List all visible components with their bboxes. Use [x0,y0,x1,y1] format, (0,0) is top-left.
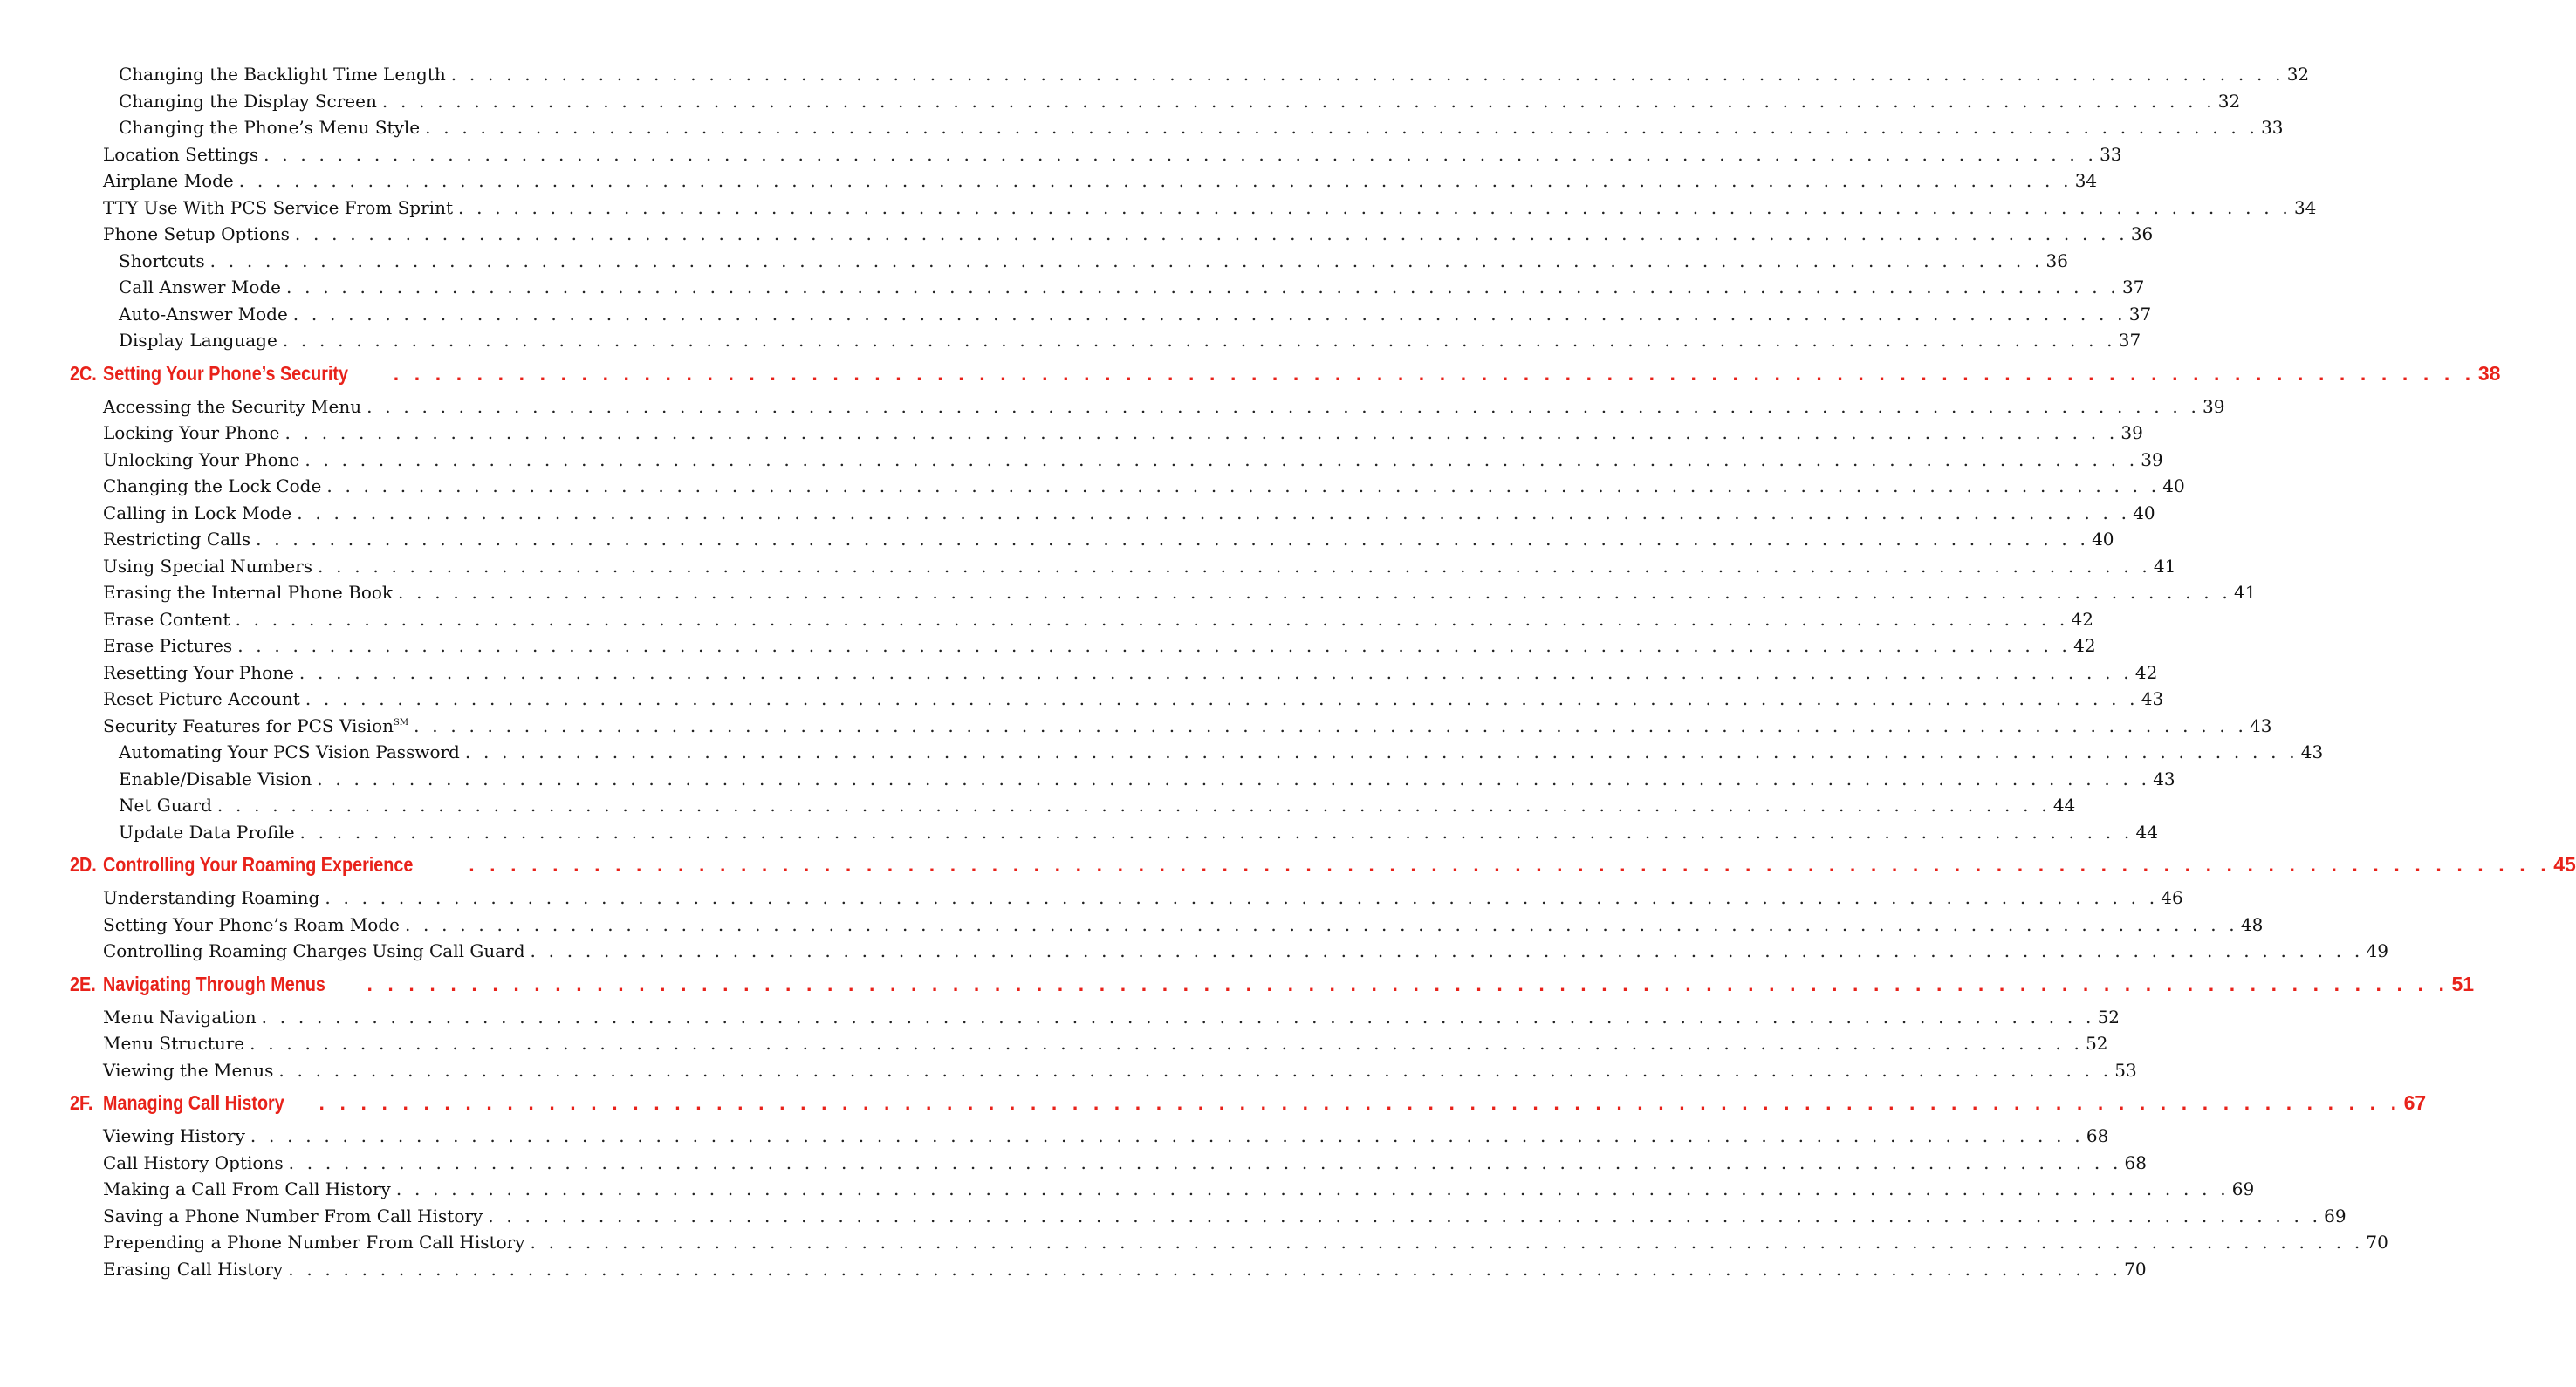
toc-entry[interactable] [0,1057,2137,1084]
toc-page-number: 42 [2071,608,2093,630]
toc-entry-line [103,579,2257,606]
toc-section-heading[interactable] [0,847,2576,883]
toc-entry[interactable] [0,447,2163,474]
toc-page-number: 32 [2286,64,2310,85]
toc-entry-title-text: Resetting Your Phone [103,661,294,683]
toc-page-number: 38 [2477,361,2501,385]
toc-entry[interactable] [0,248,2068,275]
toc-entry[interactable] [0,1123,2109,1150]
toc-entry-line [103,1123,2109,1150]
toc-page-number: 69 [2324,1205,2346,1226]
toc-entry-title-text: Erasing the Internal Phone Book [103,582,394,604]
toc-entry-title [103,914,400,935]
toc-entry-title [119,277,281,297]
toc-entry[interactable] [0,526,2114,553]
toc-entry-line [103,167,2098,195]
dot-leader: . . . . . . . . . . . . . . . . . . . . . . . . . . . . . . . . . . . . . . . . . . . . . . . . . . . . . . . . . . . . . . . . . . . . . . . . . . . . . . . . . . . . . . . . . . . . . . . . . . . . [250,1033,2084,1055]
toc-entry-title-text: Erase Content [103,608,230,630]
toc-entry-title [119,250,205,271]
toc-entry-title [103,662,294,683]
dot-leader: . . . . . . . . . . . . . . . . . . . . . . . . . . . . . . . . . . . . . . . . . . . . . . . . . . . . . . . . . . . . . . . . . . . . . . . . . . . . . . . . . . . . . . . . . . . . . . . . . . . . [298,661,2133,683]
toc-page-number: 37 [2118,330,2141,352]
toc-entry[interactable] [0,1203,2346,1230]
toc-entry[interactable] [0,327,2141,354]
toc-entry-line [103,659,2158,687]
toc-entry-title-text: Navigating Through Menus [103,972,325,995]
toc-page-number: 48 [2240,913,2264,935]
toc-entry[interactable] [0,579,2257,606]
toc-entry-title-text: Net Guard [119,795,212,816]
toc-entry-title [103,556,312,577]
toc-entry[interactable] [0,1256,2147,1283]
dot-leader: . . . . . . . . . . . . . . . . . . . . . . . . . . . . . . . . . . . . . . . . . . . . . . . . . . . . . . . . . . . . . . . . . . . . . . . . . . . . . . . . . . . . . . . . . . . . . . . . . . . . [367,972,2449,995]
toc-entry-title-text: Changing the Backlight Time Length [119,64,446,85]
toc-section-number: 2E. [70,972,96,995]
toc-entry-line [103,713,2272,740]
dot-leader: . . . . . . . . . . . . . . . . . . . . . . . . . . . . . . . . . . . . . . . . . . . . . . . . . . . . . . . . . . . . . . . . . . . . . . . . . . . . . . . . . . . . . . . . . . . . . . . . . . . . [282,330,2116,352]
toc-entry[interactable] [0,938,2388,965]
toc-entry-title [103,449,299,470]
toc-entry-title [103,422,279,443]
toc-page-number: 36 [2045,249,2068,271]
dot-leader: . . . . . . . . . . . . . . . . . . . . . . . . . . . . . . . . . . . . . . . . . . . . . . . . . . . . . . . . . . . . . . . . . . . . . . . . . . . . . . . . . . . . . . . . . . . . . . . . . . . . [261,1006,2095,1028]
toc-entry-title-text: Setting Your Phone’s Roam Mode [103,913,400,935]
dot-leader: . . . . . . . . . . . . . . . . . . . . . . . . . . . . . . . . . . . . . . . . . . . . . . . . . . . . . . . . . . . . . . . . . . . . . . . . . . . . . . . . . . . . . . . . . . . . . . . . . . . . [458,196,2292,218]
toc-entry-title-text: Security Features for PCS Vision [103,714,394,736]
toc-entry-line [103,447,2163,474]
toc-entry-line [103,473,2185,500]
dot-leader: . . . . . . . . . . . . . . . . . . . . . . . . . . . . . . . . . . . . . . . . . . . . . . . . . . . . . . . . . . . . . . . . . . . . . . . . . . . . . . . . . . . . . . . . . . . . . . . . . . . . [294,223,2128,245]
dot-leader: . . . . . . . . . . . . . . . . . . . . . . . . . . . . . . . . . . . . . . . . . . . . . . . . . . . . . . . . . . . . . . . . . . . . . . . . . . . . . . . . . . . . . . . . . . . . . . . . . . . . [299,821,2134,843]
toc-page-number: 39 [2203,395,2225,417]
toc-entry-title-text: Menu Navigation [103,1006,257,1028]
toc-entry-line [103,1004,2120,1031]
toc-page-number: 39 [2120,422,2143,444]
toc-entry[interactable] [0,1176,2255,1203]
toc-entry-line [119,114,2284,141]
toc-entry[interactable] [0,167,2098,195]
toc-entry-title-text: Saving a Phone Number From Call History [103,1205,483,1226]
toc-page-number: 45 [2553,853,2576,876]
toc-entry-title [103,582,393,603]
dot-leader: . . . . . . . . . . . . . . . . . . . . . . . . . . . . . . . . . . . . . . . . . . . . . . . . . . . . . . . . . . . . . . . . . . . . . . . . . . . . . . . . . . . . . . . . . . . . . . . . . . . . [325,887,2159,909]
toc-page-number: 34 [2293,196,2317,218]
toc-entry-title [103,197,453,218]
toc-entry-title [103,853,413,877]
toc-page-number: 69 [2231,1179,2255,1200]
toc-entry-line [103,420,2143,447]
toc-entry-line [70,356,2501,392]
dot-leader: . . . . . . . . . . . . . . . . . . . . . . . . . . . . . . . . . . . . . . . . . . . . . . . . . . . . . . . . . . . . . . . . . . . . . . . . . . . . . . . . . . . . . . . . . . . . . . . . . . . . [393,361,2476,385]
toc-entry-title-text: Reset Picture Account [103,688,300,710]
toc-entry-line [119,248,2068,275]
toc-page-number: 70 [2124,1258,2147,1280]
toc-entry[interactable] [0,1004,2120,1031]
toc-entry[interactable] [0,912,2264,939]
toc-entry[interactable] [0,1030,2108,1057]
toc-section-number: 2D. [70,853,97,876]
toc-entry-title-text: Phone Setup Options [103,223,290,245]
toc-entry[interactable] [0,61,2310,88]
toc-entry-title-text: Changing the Lock Code [103,475,322,497]
toc-entry-title-text: Erasing Call History [103,1258,284,1280]
toc-entry-title [103,396,361,417]
toc-entry[interactable] [0,195,2317,222]
toc-entry-title [103,940,525,961]
toc-page-number: 41 [2153,555,2176,577]
toc-entry-line [103,1203,2346,1230]
toc-entry-line [119,819,2158,846]
toc-entry-title [103,1007,257,1028]
dot-leader: . . . . . . . . . . . . . . . . . . . . . . . . . . . . . . . . . . . . . . . . . . . . . . . . . . . . . . . . . . . . . . . . . . . . . . . . . . . . . . . . . . . . . . . . . . . . . . . . . . . . [414,714,2248,736]
toc-entry[interactable] [0,301,2152,328]
dot-leader: . . . . . . . . . . . . . . . . . . . . . . . . . . . . . . . . . . . . . . . . . . . . . . . . . . . . . . . . . . . . . . . . . . . . . . . . . . . . . . . . . . . . . . . . . . . . . . . . . . . . [288,1151,2122,1173]
toc-entry-title [119,822,295,843]
toc-entry-title-text: Restricting Calls [103,529,251,550]
toc-entry-line [103,606,2093,633]
dot-leader: . . . . . . . . . . . . . . . . . . . . . . . . . . . . . . . . . . . . . . . . . . . . . . . . . . . . . . . . . . . . . . . . . . . . . . . . . . . . . . . . . . . . . . . . . . . . . . . . . . . . [398,582,2231,604]
toc-entry-line [103,1150,2147,1177]
toc-entry[interactable] [0,606,2093,633]
toc-page-number: 46 [2161,887,2183,909]
toc-entry-title [103,688,300,709]
dot-leader: . . . . . . . . . . . . . . . . . . . . . . . . . . . . . . . . . . . . . . . . . . . . . . . . . . . . . . . . . . . . . . . . . . . . . . . . . . . . . . . . . . . . . . . . . . . . . . . . . . . . [305,448,2139,470]
toc-page-number: 44 [2052,795,2076,816]
toc-entry-title-text: Using Special Numbers [103,555,312,577]
dot-leader: . . . . . . . . . . . . . . . . . . . . . . . . . . . . . . . . . . . . . . . . . . . . . . . . . . . . . . . . . . . . . . . . . . . . . . . . . . . . . . . . . . . . . . . . . . . . . . . . . . . . [297,502,2131,523]
toc-entry-title-text: Update Data Profile [119,821,295,843]
dot-leader: . . . . . . . . . . . . . . . . . . . . . . . . . . . . . . . . . . . . . . . . . . . . . . . . . . . . . . . . . . . . . . . . . . . . . . . . . . . . . . . . . . . . . . . . . . . . . . . . . . . . [292,303,2127,325]
toc-entry-title-text: Setting Your Phone’s Security [103,361,349,385]
toc-entry-line [103,526,2114,553]
toc-entry-line [103,912,2264,939]
toc-page-number: 33 [2261,117,2284,139]
dot-leader: . . . . . . . . . . . . . . . . . . . . . . . . . . . . . . . . . . . . . . . . . . . . . . . . . . . . . . . . . . . . . . . . . . . . . . . . . . . . . . . . . . . . . . . . . . . . . . . . . . . . [286,277,2120,298]
toc-entry-title [119,64,446,85]
toc-entry-title-text: Calling in Lock Mode [103,502,292,523]
toc-entry-title [103,1125,245,1146]
toc-page-number: 40 [2162,475,2185,497]
dot-leader: . . . . . . . . . . . . . . . . . . . . . . . . . . . . . . . . . . . . . . . . . . . . . . . . . . . . . . . . . . . . . . . . . . . . . . . . . . . . . . . . . . . . . . . . . . . . . . . . . . . . [317,555,2151,577]
toc-entry-line [119,88,2241,115]
toc-entry-line [103,632,2096,659]
toc-entry-title [103,223,290,244]
toc-entry-title-text: Viewing History [103,1125,245,1147]
toc-entry-title-text: Display Language [119,330,277,352]
toc-entry-title-text: Shortcuts [119,249,205,271]
toc-page-number: 70 [2366,1232,2388,1254]
toc-page-number: 52 [2097,1006,2120,1028]
toc-entry-title-text: Menu Structure [103,1033,245,1055]
toc-entry-title [103,609,230,630]
toc-entry-title [103,1091,284,1115]
toc-entry-line [103,885,2183,912]
toc-entry-line [103,553,2176,580]
service-mark: SM [394,717,409,728]
dot-leader: . . . . . . . . . . . . . . . . . . . . . . . . . . . . . . . . . . . . . . . . . . . . . . . . . . . . . . . . . . . . . . . . . . . . . . . . . . . . . . . . . . . . . . . . . . . . . . . . . . . . [216,795,2051,816]
dot-leader: . . . . . . . . . . . . . . . . . . . . . . . . . . . . . . . . . . . . . . . . . . . . . . . . . . . . . . . . . . . . . . . . . . . . . . . . . . . . . . . . . . . . . . . . . . . . . . . . . . . . [319,1091,2401,1114]
toc-entry-line [119,766,2175,793]
toc-entry-line [119,792,2076,819]
toc-entry-title [119,91,377,112]
toc-entry-title-text: Viewing the Menus [103,1059,274,1081]
dot-leader: . . . . . . . . . . . . . . . . . . . . . . . . . . . . . . . . . . . . . . . . . . . . . . . . . . . . . . . . . . . . . . . . . . . . . . . . . . . . . . . . . . . . . . . . . . . . . . . . . . . . [278,1059,2113,1081]
toc-entry[interactable] [0,274,2145,301]
toc-page-number: 40 [2092,529,2114,550]
toc-entry[interactable] [0,792,2076,819]
toc-entry-title [103,1232,524,1253]
toc-entry-title-text: Controlling Roaming Charges Using Call Guard [103,940,525,962]
toc-entry-line [119,274,2145,301]
toc-page-number: 37 [2121,277,2145,298]
dot-leader: . . . . . . . . . . . . . . . . . . . . . . . . . . . . . . . . . . . . . . . . . . . . . . . . . . . . . . . . . . . . . . . . . . . . . . . . . . . . . . . . . . . . . . . . . . . . . . . . . . . . [450,64,2285,85]
toc-page-number: 67 [2403,1091,2427,1114]
toc-entry[interactable] [0,686,2164,713]
toc-entry-title-text: Making a Call From Call History [103,1179,391,1200]
toc-page-number: 41 [2233,582,2257,604]
toc-entry-title [103,715,408,736]
toc-page-number: 68 [2086,1125,2109,1147]
toc-page-number: 51 [2451,972,2475,995]
toc-page-number: 68 [2124,1151,2147,1173]
toc-entry-line [103,1229,2388,1256]
toc-entry-title-text: Call Answer Mode [119,277,281,298]
dot-leader: . . . . . . . . . . . . . . . . . . . . . . . . . . . . . . . . . . . . . . . . . . . . . . . . . . . . . . . . . . . . . . . . . . . . . . . . . . . . . . . . . . . . . . . . . . . . . . . . . . . . [237,635,2072,657]
toc-entry-title-text: Unlocking Your Phone [103,448,300,470]
toc-entry-title [103,1179,391,1199]
toc-entry[interactable] [0,221,2154,248]
dot-leader: . . . . . . . . . . . . . . . . . . . . . . . . . . . . . . . . . . . . . . . . . . . . . . . . . . . . . . . . . . . . . . . . . . . . . . . . . . . . . . . . . . . . . . . . . . . . . . . . . . . . [317,768,2151,789]
dot-leader: . . . . . . . . . . . . . . . . . . . . . . . . . . . . . . . . . . . . . . . . . . . . . . . . . . . . . . . . . . . . . . . . . . . . . . . . . . . . . . . . . . . . . . . . . . . . . . . . . . . . [284,422,2119,444]
toc-entry-title [119,330,277,351]
toc-entry[interactable] [0,713,2272,740]
toc-entry-line [103,1256,2147,1283]
toc-page-number: 43 [2153,768,2175,789]
toc-entry-title-text: Call History Options [103,1151,284,1173]
toc-entry[interactable] [0,500,2155,527]
toc-entry-title [103,635,232,656]
toc-page-number: 42 [2073,635,2096,657]
toc-entry[interactable] [0,553,2176,580]
toc-entry-title-text: Auto-Answer Mode [119,303,288,325]
toc-entry-line [119,61,2310,88]
toc-page-number: 32 [2217,90,2241,112]
toc-entry-line [103,1030,2108,1057]
toc-page-number: 43 [2250,714,2272,736]
toc-page-number: 42 [2134,661,2158,683]
toc-entry[interactable] [0,766,2175,793]
dot-leader: . . . . . . . . . . . . . . . . . . . . . . . . . . . . . . . . . . . . . . . . . . . . . . . . . . . . . . . . . . . . . . . . . . . . . . . . . . . . . . . . . . . . . . . . . . . . . . . . . . . . [464,741,2299,763]
toc-entry[interactable] [0,1150,2147,1177]
toc-page-number: 34 [2074,170,2098,192]
toc-section-number: 2F. [70,1091,93,1114]
toc-entry-line [103,141,2122,168]
toc-entry-line [103,500,2155,527]
dot-leader: . . . . . . . . . . . . . . . . . . . . . . . . . . . . . . . . . . . . . . . . . . . . . . . . . . . . . . . . . . . . . . . . . . . . . . . . . . . . . . . . . . . . . . . . . . . . . . . . . . . . [425,117,2259,139]
toc-entry-title-text: Erase Pictures [103,635,233,657]
toc-entry-line [70,1085,2427,1121]
toc-entry-title [119,117,420,138]
toc-entry-title-text: Airplane Mode [103,170,234,192]
toc-page-number: 37 [2128,303,2152,325]
toc-entry-title-text: Changing the Display Screen [119,90,377,112]
toc-entry-title-text: Location Settings [103,143,259,165]
toc-page-number: 39 [2141,448,2163,470]
toc-page-number: 40 [2133,502,2155,523]
dot-leader: . . . . . . . . . . . . . . . . . . . . . . . . . . . . . . . . . . . . . . . . . . . . . . . . . . . . . . . . . . . . . . . . . . . . . . . . . . . . . . . . . . . . . . . . . . . . . . . . . . . . [238,170,2072,192]
toc-entry-title [103,475,321,496]
toc-entry-title [103,502,291,523]
toc-entry-title [103,887,319,908]
toc-entry-title [103,973,325,996]
toc-page-number: 52 [2086,1033,2108,1055]
dot-leader: . . . . . . . . . . . . . . . . . . . . . . . . . . . . . . . . . . . . . . . . . . . . . . . . . . . . . . . . . . . . . . . . . . . . . . . . . . . . . . . . . . . . . . . . . . . . . . . . . . . . [381,90,2216,112]
toc-entry-title [119,741,460,762]
toc-entry-line [103,195,2317,222]
toc-entry-title-text: Managing Call History [103,1091,284,1114]
toc-entry[interactable] [0,420,2143,447]
toc-entry-line [103,393,2225,420]
dot-leader: . . . . . . . . . . . . . . . . . . . . . . . . . . . . . . . . . . . . . . . . . . . . . . . . . . . . . . . . . . . . . . . . . . . . . . . . . . . . . . . . . . . . . . . . . . . . . . . . . . . . [235,608,2069,630]
toc-entry-title [103,1060,273,1081]
toc-entry-title-text: Changing the Phone’s Menu Style [119,117,421,139]
toc-entry-line [103,221,2154,248]
dot-leader: . . . . . . . . . . . . . . . . . . . . . . . . . . . . . . . . . . . . . . . . . . . . . . . . . . . . . . . . . . . . . . . . . . . . . . . . . . . . . . . . . . . . . . . . . . . . . . . . . . . . [367,395,2201,417]
toc-entry-title [103,1206,483,1226]
toc-entry-title [119,795,212,816]
dot-leader: . . . . . . . . . . . . . . . . . . . . . . . . . . . . . . . . . . . . . . . . . . . . . . . . . . . . . . . . . . . . . . . . . . . . . . . . . . . . . . . . . . . . . . . . . . . . . . . . . . . . [326,475,2161,497]
toc-entry-line [103,938,2388,965]
toc-page-number: 43 [2141,688,2164,710]
dot-leader: . . . . . . . . . . . . . . . . . . . . . . . . . . . . . . . . . . . . . . . . . . . . . . . . . . . . . . . . . . . . . . . . . . . . . . . . . . . . . . . . . . . . . . . . . . . . . . . . . . . . [488,1205,2322,1226]
dot-leader: . . . . . . . . . . . . . . . . . . . . . . . . . . . . . . . . . . . . . . . . . . . . . . . . . . . . . . . . . . . . . . . . . . . . . . . . . . . . . . . . . . . . . . . . . . . . . . . . . . . . [288,1258,2122,1280]
toc-entry-title-text: TTY Use With PCS Service From Sprint [103,196,453,218]
toc-entry-title [103,170,234,191]
toc-entry-title-text: Automating Your PCS Vision Password [119,741,460,763]
toc-entry-title-text: Enable/Disable Vision [119,768,312,789]
toc-entry-line [103,1057,2137,1084]
toc-entry-title-text: Understanding Roaming [103,887,320,909]
toc-entry-title [119,304,288,325]
dot-leader: . . . . . . . . . . . . . . . . . . . . . . . . . . . . . . . . . . . . . . . . . . . . . . . . . . . . . . . . . . . . . . . . . . . . . . . . . . . . . . . . . . . . . . . . . . . . . . . . . . . . [404,913,2238,935]
toc-entry[interactable] [0,141,2122,168]
toc-entry-title [103,1259,283,1280]
table-of-contents [0,61,2576,1282]
toc-entry-title-text: Accessing the Security Menu [103,395,362,417]
dot-leader: . . . . . . . . . . . . . . . . . . . . . . . . . . . . . . . . . . . . . . . . . . . . . . . . . . . . . . . . . . . . . . . . . . . . . . . . . . . . . . . . . . . . . . . . . . . . . . . . . . . . [530,1232,2364,1254]
toc-entry-line [103,686,2164,713]
toc-entry-title [103,362,348,386]
toc-page-number: 43 [2300,741,2324,763]
toc-entry[interactable] [0,659,2158,687]
toc-entry-line [119,739,2324,766]
toc-entry-line [103,1176,2255,1203]
toc-section-heading[interactable] [0,356,2501,392]
toc-page-number: 36 [2130,223,2154,245]
dot-leader: . . . . . . . . . . . . . . . . . . . . . . . . . . . . . . . . . . . . . . . . . . . . . . . . . . . . . . . . . . . . . . . . . . . . . . . . . . . . . . . . . . . . . . . . . . . . . . . . . . . . [530,940,2364,962]
toc-entry[interactable] [0,114,2284,141]
toc-entry[interactable] [0,393,2225,420]
toc-entry-line [70,847,2576,883]
dot-leader: . . . . . . . . . . . . . . . . . . . . . . . . . . . . . . . . . . . . . . . . . . . . . . . . . . . . . . . . . . . . . . . . . . . . . . . . . . . . . . . . . . . . . . . . . . . . . . . . . . . . [469,853,2552,876]
dot-leader: . . . . . . . . . . . . . . . . . . . . . . . . . . . . . . . . . . . . . . . . . . . . . . . . . . . . . . . . . . . . . . . . . . . . . . . . . . . . . . . . . . . . . . . . . . . . . . . . . . . . [250,1125,2084,1147]
toc-section-heading[interactable] [0,967,2475,1002]
toc-entry[interactable] [0,473,2185,500]
dot-leader: . . . . . . . . . . . . . . . . . . . . . . . . . . . . . . . . . . . . . . . . . . . . . . . . . . . . . . . . . . . . . . . . . . . . . . . . . . . . . . . . . . . . . . . . . . . . . . . . . . . . [305,688,2139,710]
dot-leader: . . . . . . . . . . . . . . . . . . . . . . . . . . . . . . . . . . . . . . . . . . . . . . . . . . . . . . . . . . . . . . . . . . . . . . . . . . . . . . . . . . . . . . . . . . . . . . . . . . . . [256,529,2090,550]
toc-entry-title [103,529,250,550]
toc-entry-title-text: Prepending a Phone Number From Call History [103,1232,525,1254]
toc-entry-title [103,1152,284,1173]
toc-entry-title [119,769,312,789]
toc-entry[interactable] [0,739,2324,766]
toc-entry[interactable] [0,885,2183,912]
toc-page-number: 44 [2135,821,2158,843]
toc-entry[interactable] [0,819,2158,846]
toc-page-number: 49 [2366,940,2388,962]
toc-entry-line [70,967,2475,1002]
toc-entry-title-text: Controlling Your Roaming Experience [103,853,414,876]
dot-leader: . . . . . . . . . . . . . . . . . . . . . . . . . . . . . . . . . . . . . . . . . . . . . . . . . . . . . . . . . . . . . . . . . . . . . . . . . . . . . . . . . . . . . . . . . . . . . . . . . . . . [264,143,2098,165]
toc-page-number: 33 [2100,143,2122,165]
toc-entry[interactable] [0,1229,2388,1256]
dot-leader: . . . . . . . . . . . . . . . . . . . . . . . . . . . . . . . . . . . . . . . . . . . . . . . . . . . . . . . . . . . . . . . . . . . . . . . . . . . . . . . . . . . . . . . . . . . . . . . . . . . . [209,249,2044,271]
toc-entry[interactable] [0,632,2096,659]
toc-entry-line [119,327,2141,354]
toc-page-number: 53 [2114,1059,2137,1081]
toc-entry-title [103,144,258,165]
toc-entry[interactable] [0,88,2241,115]
toc-section-heading[interactable] [0,1085,2427,1121]
toc-entry-line [119,301,2152,328]
toc-entry-title [103,1033,244,1054]
toc-entry-title-text: Locking Your Phone [103,422,280,444]
dot-leader: . . . . . . . . . . . . . . . . . . . . . . . . . . . . . . . . . . . . . . . . . . . . . . . . . . . . . . . . . . . . . . . . . . . . . . . . . . . . . . . . . . . . . . . . . . . . . . . . . . . . [395,1179,2230,1200]
toc-section-number: 2C. [70,361,97,385]
